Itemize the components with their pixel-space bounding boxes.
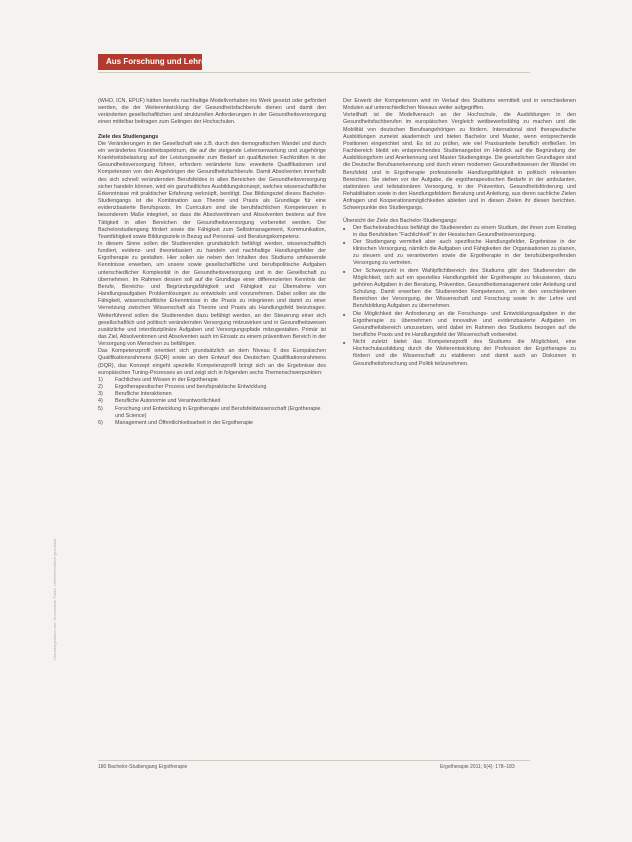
list-item: 4) Berufliche Autonomie und Verantwortlichkeit — [98, 398, 221, 405]
footer-citation: 180 Bachelor-Studiengang Ergotherapie — [98, 764, 188, 770]
body-paragraph-1: Die Veränderungen in der Gesellschaft wie z.B. durch den demografischen Wandel und durch ein verändertes Krankheitsspektrum, die auf die steigende Lebenserwartung und zugehörige Krankheitsbelastung auf der Leistungsseite zum Bedarf an qualifizierten Fachkräften in der Gesundheitsversorgung führen, erfordern veränderte bzw. erweiterte Qualifikationen und Kompetenzen von den Angehörigen der Gesundheitsfachberufe. Damit Absolventen innerhalb des sich schnell verändernden Berufsfeldes in allen Bereichen der Gesundheitsversorgung sicher handeln können, wird ein ganzheitliches Ausbildungskonzept, welches wissenschaftliche Erkenntnisse mit praktischer Erfahrung verknüpft, benötigt. Das Bildungsziel dieses Bachelor-Studiengangs ist die Kombination aus Theorie und Praxis als Grundlage für eine evidenzbasierte Berufspraxis. Im Curriculum sind die berufsfachlichen Kompetenzen in besonderem Maße integriert, so dass die Absolventinnen und Absolventen bestens auf ihre Tätigkeit in allen Bereichen der Gesundheitsversorgung vorbereitet werden. Der Bachelorstudiengang fördert sowie die Fähigkeit zum Selbstmanagement, Kommunikation, Teamfähigkeit sowie Bildungsziele in Bezug auf Personal- und Beratungskompetenz. — [98, 140, 326, 240]
section-header-label: Aus Forschung und Lehre — [106, 57, 206, 66]
goals-bullet-list — [343, 225, 576, 368]
right-paragraph-1: Der Erwerb der Kompetenzen wird im Verlauf des Studiums vermittelt und in verschiedenen Modulen auf unterschiedlichen Niveaus weiter aufgegriffen. — [343, 98, 576, 112]
right-column — [343, 98, 576, 368]
body-paragraph-3: Das Kompetenzprofil orientiert sich grundsätzlich an dem Niveau 6 des Europäischen Qualifikationsrahmens (EQR) sowie an dem Entwurf des Deutschen Qualifikationsrahmens (DQR), das Konzept eingeht spezielle Kompetenzprofil bringt sich an die Ergebnisse des europäischen Tuning-Prozesses an und zeigt sich in folgenden sechs Themenschwerpunkten: — [98, 348, 326, 376]
footer-journal: Ergotherapie 2011; 6(4): 178–183 — [440, 764, 515, 770]
list-item: 1) Fachliches und Wissen in der Ergotherapie — [98, 376, 218, 383]
right-paragraph-2: Vorteilhaft ist die Modellversuch an der Hochschule, die Ausbildungen in den Gesundheitsfachberufen im europäischen Vergleich wettbewerbsfähig zu machen und die Mobilität von deutschen Berufsangehörigen zu fördern. International sind therapeutische Ausbildungen zumeist akademisch und bieten Bachelor und Master, wenn entsprechende Positionen eingerichtet sind. Es ist zu prüfen, wie viel Praxisanteile beruflich einfließen. Im Fachbereich bleibt ein entsprechendes Studienangebot im Hinblick auf die Begründung der Ausbildungsform und Anerkennung und Master Studiengänge. Die gesetzlichen Grundlagen sind die Deutsche Berufsanerkennung und durch einen modernen Gesundheitswesen der Wandel im Berufsfeld und in Ergotherapie professionelle Handlungsfähigkeit in politisch relevanten Bereichen. Sie stehen vor der Aufgabe, die ergotherapeutischen Bedarfe in der ambulanten, stationären und teilstationären Versorgung, in der Prävention, Gesundheitsförderung und Rehabilitation sowie in den Handlungsfeldern Beratung und Anleitung, aus deren sachliche Zielen Anfragen und Kooperationsmöglichkeiten ableiten und in diesen Zielen ihr diesen berichten. Schwerpunkte des Studiengangs. — [343, 112, 576, 212]
section-heading: Ziele des Studiengangs — [98, 133, 159, 140]
goals-list-intro: Übersicht der Ziele des Bachelor-Studiengangs: — [343, 217, 458, 224]
left-column — [98, 98, 326, 427]
side-download-note: Heruntergeladen von: Hochschule Fulda. Urheberrechtlich geschützt. — [52, 537, 57, 660]
list-item: ■ Nicht zuletzt bietet das Kompetenzprofil des Studiums die Möglichkeit, eine Hochschulausbildung durch die Weiterentwicklung der Profession der Ergotherapie zu fördern und die Wissenschaft zu etablieren und damit auch an Diskursen in Gesundheitsforschung und Politik teilzunehmen. — [343, 339, 576, 368]
list-item: 6) Management und Öffentlichkeitsarbeit in der Ergotherapie — [98, 419, 254, 426]
header-divider — [98, 72, 530, 73]
list-item: ■ Der Schwerpunkt in dem Wahlpflichtbereich des Studiums gibt den Studierenden die Möglichkeit, sich auf ein spezielles Handlungsfeld der Ergotherapie zu fokussieren, dazu gehören Aufgaben in der Beratung, Prävention, Gesundheitsmanagement oder Anleitung und Schulung. Damit erwerben die Studierenden Kompetenzen, um in den verschiedenen Bereichen der Versorgung, der Wissenschaft und Forschung sowie in der Lehre und Berufsbildung Aufgaben zu übernehmen. — [343, 268, 576, 311]
footer-divider — [98, 760, 530, 761]
body-paragraph-2: In diesem Sinne sollen die Studierenden grundsätzlich befähigt werden, wissenschaftlich fundiert, evidenz- und theoriebasiert zu handeln und nachhaltige Handlungsfelder der Ergotherapie zu gestalten. Hier sollen sie neben den Inhalten des Studiums umfassende Kenntnisse erwerben, um unsere sowie gesellschaftliche und berufspolitische Aufgaben unterschiedlicher Komplexität in der Gesundheitsversorgung und in der Gesellschaft zu übernehmen. Im Rahmen dessen soll auf die Grundlage einer differenzierten Kenntnis der Berufe, Bereichs- und Begründungsfähigkeit und Fähigkeit zur Übernahme von Handlungsaufgaben Problemlösungen zu entwickeln und vorzunehmen. Dabei sollen sie die Fähigkeit, wissenschaftliche Erkenntnisse in die Praxis zu integrieren und damit zu einer Vernetzung zwischen Wissenschaft als Theorie und Praxis als Handlungsfeld beizutragen. Weiterführend sollen die Studierenden dazu befähigt werden, an der Steuerung einer sich gesellschaftlich und politisch verändernden Versorgung mitzuwirken und in Gesundheitswesen zusätzliche und interdisziplinäre Aufgaben und Versorgungspfade mitzugestalten. Primär ist das Ziel, Absolventinnen und Absolventen auch im Einsatz zu einem präventiven Bereich in der Versorgung von Menschen zu befähigen. — [98, 240, 326, 348]
list-item: 3) Berufliche Interaktionen — [98, 391, 172, 398]
list-item: 2) Ergotherapeutischer Prozess und berufspraktische Entwicklung — [98, 384, 267, 391]
intro-paragraph: (WHO, ICN, EPUF) hätten bereits nachhaltige Modellvorhaben ins Werk gesetzt oder gefördert werden, die der Weiterentwicklung der Gesundheitsfachberufe dienen und damit den veränderten gesellschaftlichen und strukturellen Anforderungen in der Gesundheitsversorgung einen mittelbar beitragen zum Gelingen der Hochschulen. — [98, 98, 326, 126]
list-item: ■ Der Studiengang vermittelt aber auch spezifische Handlungsfelder, Ergebnisse in der klinischen Versorgung, nämlich die Aufgaben und Fähigkeiten der Organisationen zu planen, zu steuern und zu verantworten sowie die Ergotherapie in der berufsübergreifenden Versorgung zu vertreten. — [343, 239, 576, 268]
list-item: 5) Forschung und Entwicklung in Ergotherapie und Berufsfeldwissenschaft (Ergotherapie und Science) — [98, 405, 321, 419]
list-item: ■ Die Möglichkeit der Anforderung an die Forschungs- und Entwicklungsaufgaben in der Ergotherapie zu übernehmen und innovative und evidenzbasierte Aufgaben im Gesundheitsbereich umzusetzen, wird dabei im Rahmen des Studiums bezogen auf die berufliche Praxis und im Handlungsfeld der Wissenschaft vorbereitet. — [343, 311, 576, 340]
competency-list — [98, 377, 326, 427]
list-item: ■ Der Bachelorabschluss befähigt die Studierenden zu einem Studium, der ihnen zum Einstieg in das Berufsleben "Fachlichkeit" in der Hessischen Gesundheitsversorgung. — [343, 225, 576, 239]
